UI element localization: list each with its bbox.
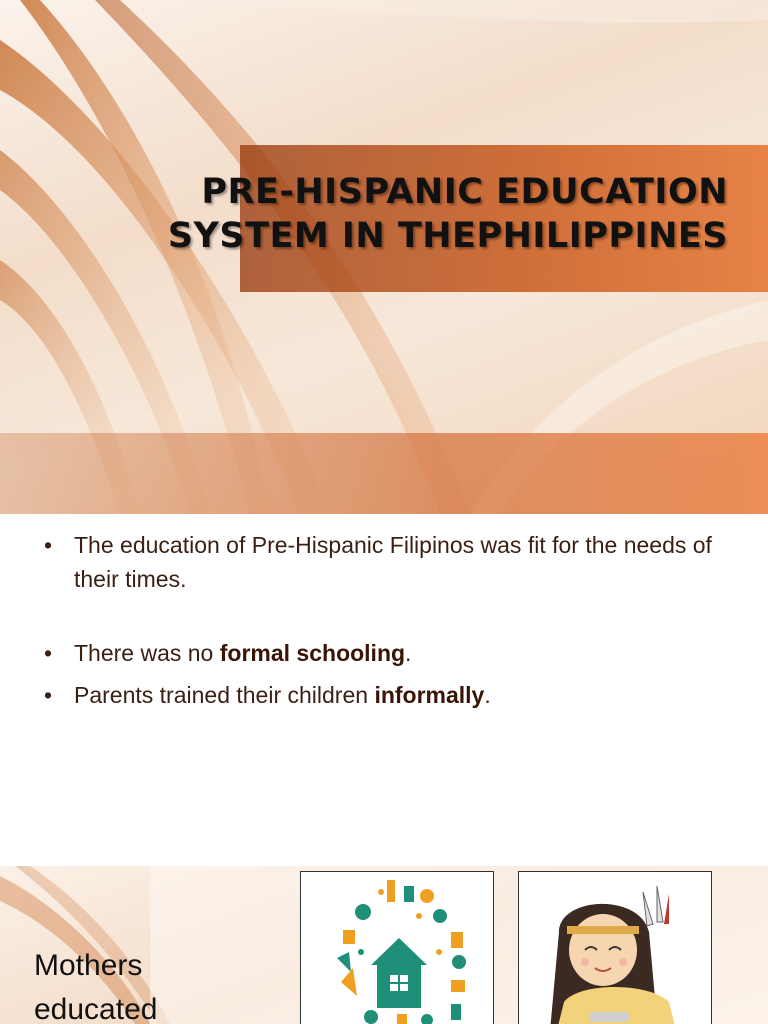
bullet-marker: • (44, 532, 53, 558)
bullet-text: . (484, 682, 491, 708)
house-chores-icon (301, 872, 493, 1024)
house-chores-picture (300, 871, 494, 1024)
caption-line-2: educated (34, 993, 158, 1024)
title-line-1: PRE-HISPANIC EDUCATION (201, 172, 728, 212)
bullet-text: . (405, 640, 412, 666)
child-illustration-picture (518, 871, 712, 1024)
bullet-text: There was no (74, 640, 220, 666)
caption-line-1: Mothers (34, 949, 143, 982)
bullet-text: Parents trained their children (74, 682, 375, 708)
bullet-marker: • (44, 640, 53, 666)
slide-caption (34, 944, 274, 1024)
bullet-item (40, 528, 740, 596)
bullet-item (40, 636, 740, 670)
slide-title (118, 170, 728, 258)
bullet-text: The education of Pre-Hispanic Filipinos was fit for the needs of their times. (74, 532, 712, 592)
bullet-item (40, 678, 740, 712)
bullet-emphasis: formal schooling (219, 640, 406, 666)
second-slide (0, 866, 768, 1024)
child-illustration (519, 872, 711, 1024)
bullet-marker: • (44, 682, 53, 708)
bullet-list (40, 528, 740, 712)
title-line-2: SYSTEM IN THEPHILIPPINES (167, 216, 728, 256)
bottom-band (0, 433, 768, 514)
bullet-emphasis: informally (374, 682, 485, 708)
